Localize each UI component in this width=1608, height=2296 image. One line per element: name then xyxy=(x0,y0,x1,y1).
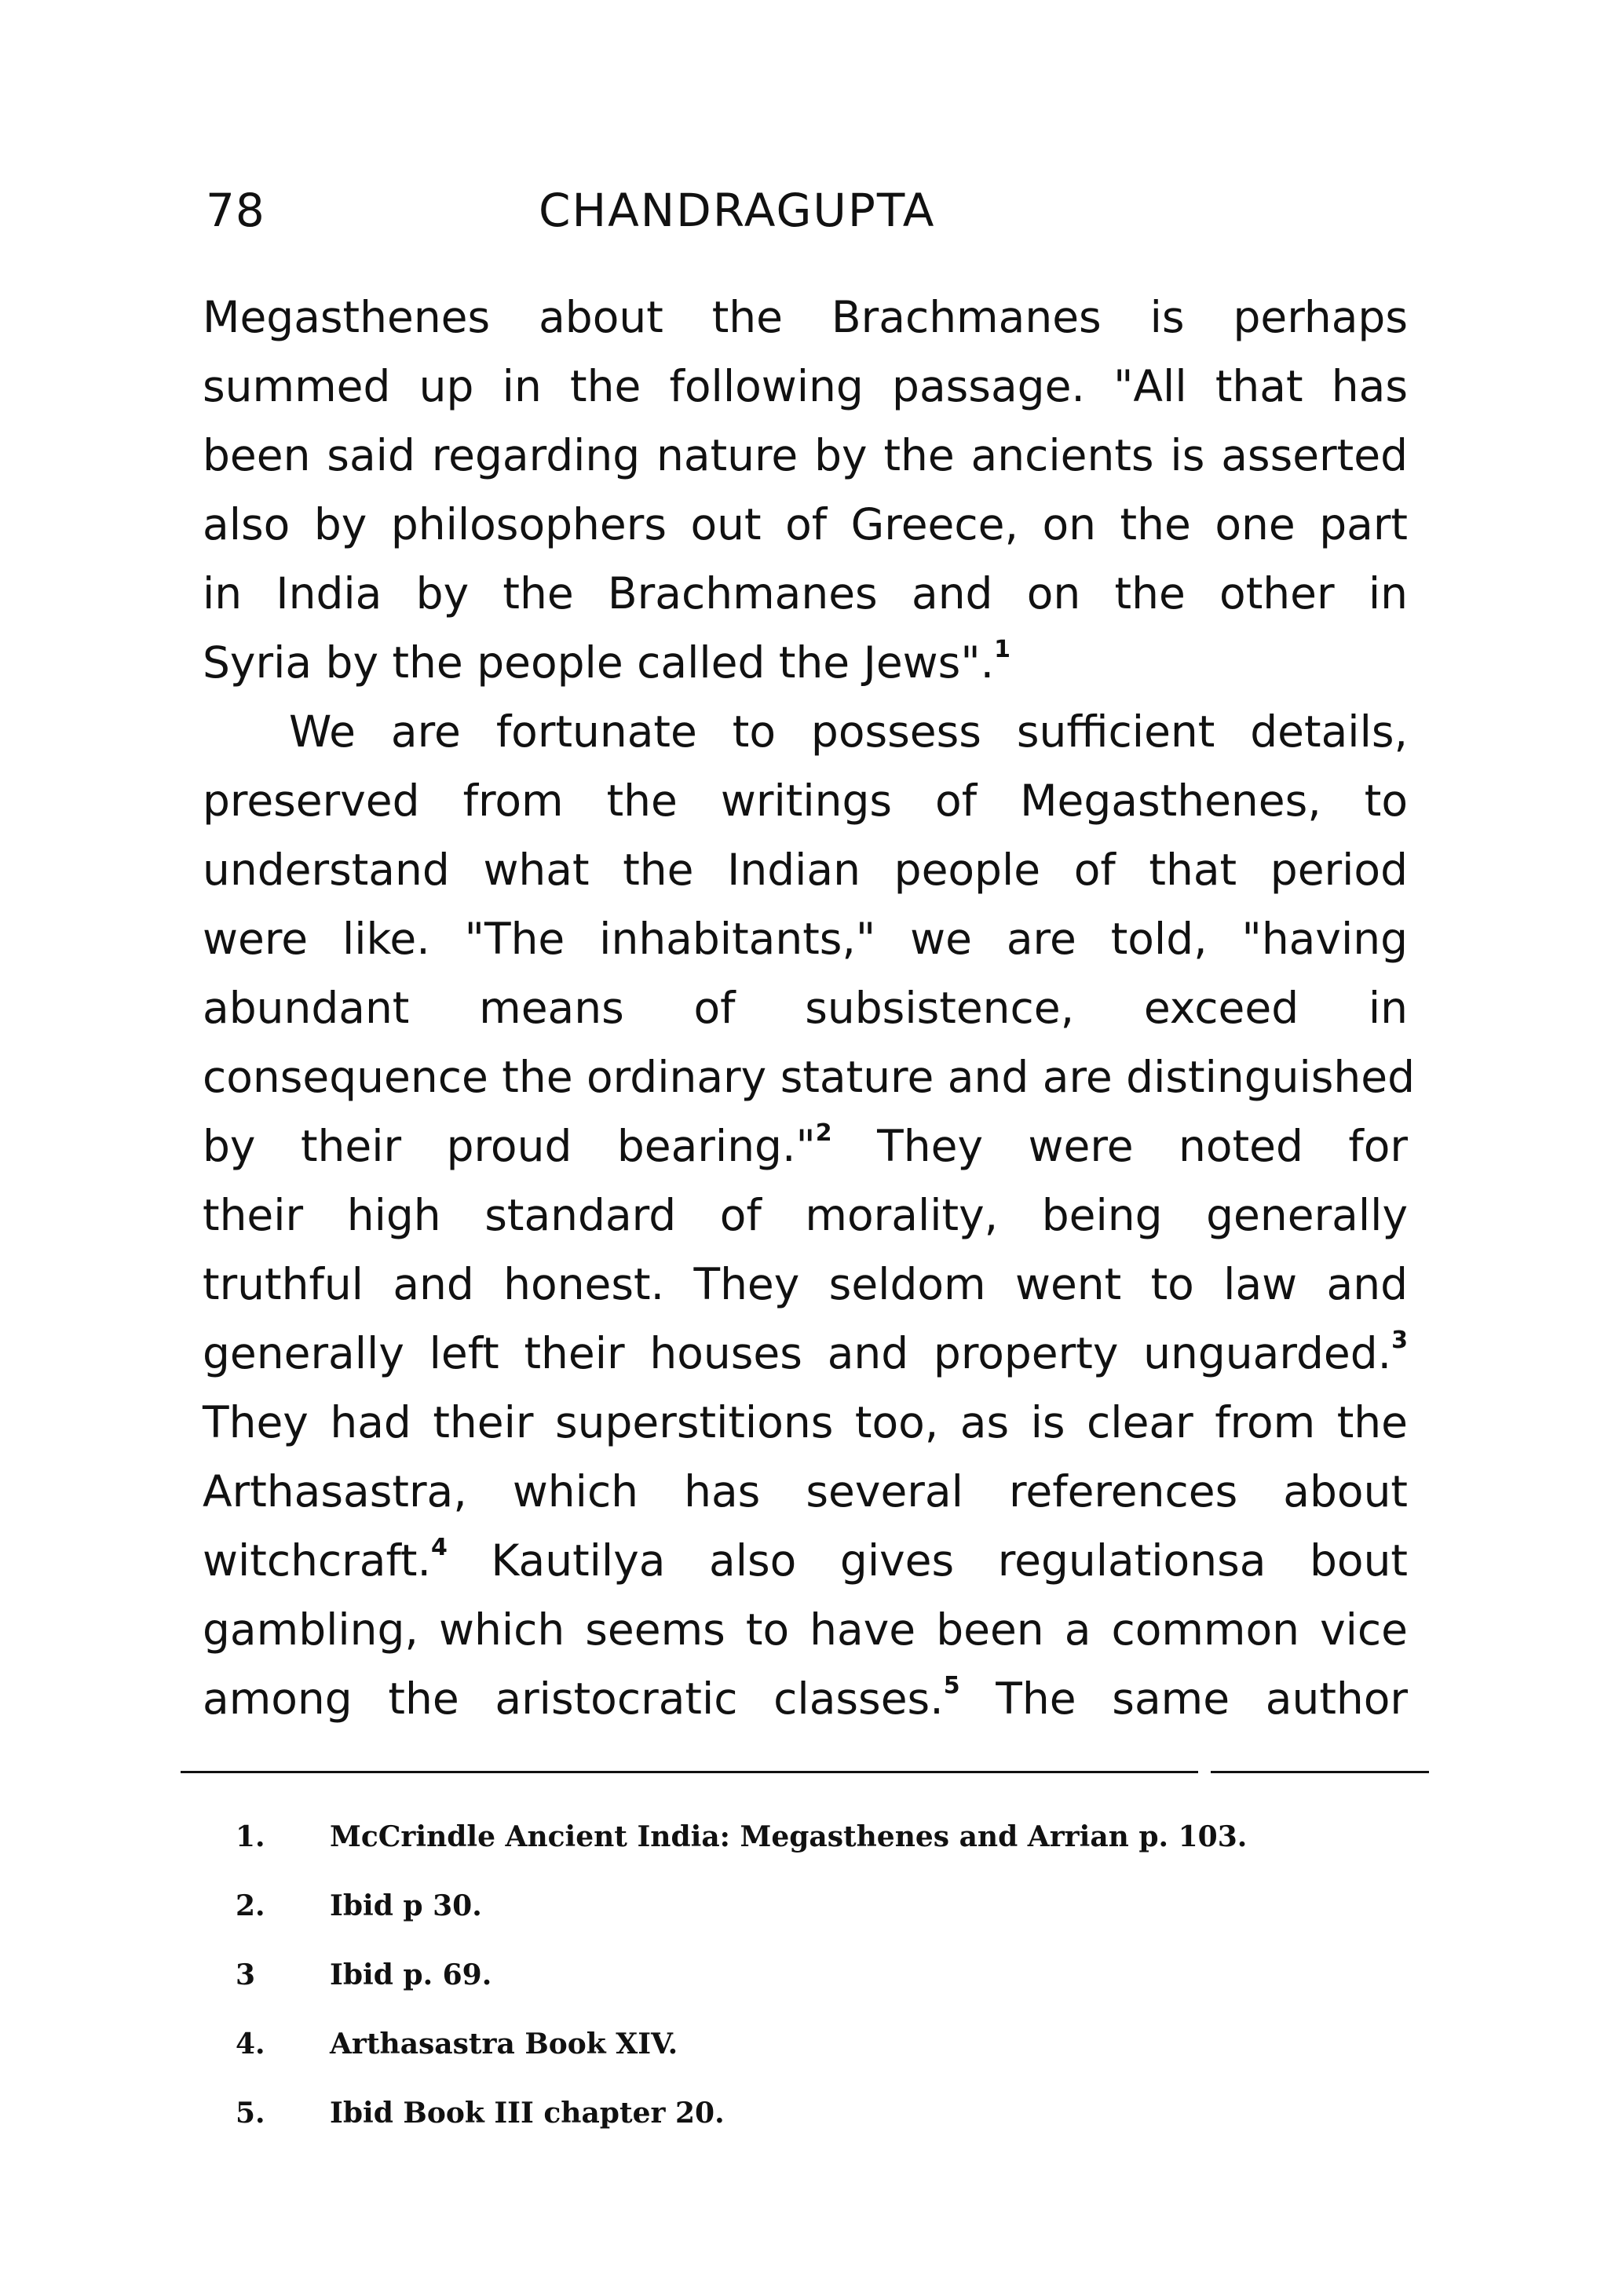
text-segment: among the aristocratic classes. xyxy=(203,1674,944,1724)
footnote xyxy=(236,2079,1335,2148)
footnote xyxy=(236,1802,1335,1871)
text-line: gambling, which seems to have been a common vice xyxy=(203,1604,1408,1655)
page-header xyxy=(206,179,1030,242)
page-number: 78 xyxy=(206,184,265,237)
text-line: also by philosophers out of Greece, on the one part xyxy=(203,499,1408,549)
text-segment: The same author xyxy=(996,1674,1409,1724)
footnote-number: 1. xyxy=(236,1820,265,1853)
text-line: They had their superstitions too, as is clear from the xyxy=(203,1397,1408,1447)
text-line: Megasthenes about the Brachmanes is perhaps xyxy=(203,292,1408,342)
divider-rule-left xyxy=(181,1771,1198,1773)
footnote-text: Ibid p 30. xyxy=(330,1889,482,1922)
text-line: truthful and honest. They seldom went to law and xyxy=(203,1259,1408,1309)
text-line: summed up in the following passage. "All that has xyxy=(203,361,1408,411)
footnote-text: Arthasastra Book XIV. xyxy=(330,2028,678,2061)
footnote-marker: 3 xyxy=(1391,1327,1408,1354)
text-segment: Kautilya also gives regulationsa bout xyxy=(491,1535,1408,1586)
text-line xyxy=(203,1111,1408,1181)
text-line: consequence the ordinary stature and are distinguished xyxy=(203,1052,1416,1102)
text-line xyxy=(203,1526,1408,1595)
text-line: been said regarding nature by the ancients is asserted xyxy=(203,430,1408,480)
footnote-text: McCrindle Ancient India: Megasthenes and Arrian p. 103. xyxy=(330,1820,1248,1853)
footnote-number: 2. xyxy=(236,1889,265,1922)
text-segment: Syria by the people called the Jews". xyxy=(203,637,995,688)
footnote-marker: 2 xyxy=(815,1119,832,1147)
footnote-number: 4. xyxy=(236,2028,265,2061)
running-title: CHANDRAGUPTA xyxy=(539,184,936,237)
footnote-divider xyxy=(181,1771,1429,1774)
text-segment: witchcraft. xyxy=(203,1535,431,1586)
text-line: understand what the Indian people of that period xyxy=(203,845,1408,895)
footnote-number: 3 xyxy=(236,1958,256,1991)
text-segment: generally left their houses and property unguarded. xyxy=(203,1328,1392,1378)
text-segment: They were noted for xyxy=(877,1121,1409,1171)
footnote xyxy=(236,1871,1335,1940)
main-text xyxy=(203,283,1416,1733)
text-line: Arthasastra, which has several references about xyxy=(203,1466,1408,1517)
footnote-text: Ibid Book III chapter 20. xyxy=(330,2097,725,2130)
footnote-marker: 5 xyxy=(943,1672,960,1699)
text-line: in India by the Brachmanes and on the other in xyxy=(203,568,1408,619)
text-line: were like. "The inhabitants," we are told, "having xyxy=(203,914,1408,964)
text-line: abundant means of subsistence, exceed in xyxy=(203,983,1408,1033)
text-line: preserved from the writings of Megasthenes, to xyxy=(203,776,1408,826)
text-line xyxy=(203,1664,1408,1733)
text-line xyxy=(203,628,1408,697)
footnote xyxy=(236,2009,1335,2079)
divider-rule-right xyxy=(1211,1771,1429,1773)
footnote-text: Ibid p. 69. xyxy=(330,1958,492,1991)
text-line: their high standard of morality, being generally xyxy=(203,1190,1408,1240)
text-line xyxy=(203,1319,1408,1388)
footnote-marker: 1 xyxy=(994,636,1010,663)
footnote-marker: 4 xyxy=(430,1534,448,1561)
footnote-number: 5. xyxy=(236,2097,265,2130)
text-segment: by their proud bearing." xyxy=(203,1121,816,1171)
text-line: We are fortunate to possess sufficient details, xyxy=(289,706,1408,757)
footnote xyxy=(236,1940,1335,2009)
footnotes-section xyxy=(236,1802,1335,2148)
